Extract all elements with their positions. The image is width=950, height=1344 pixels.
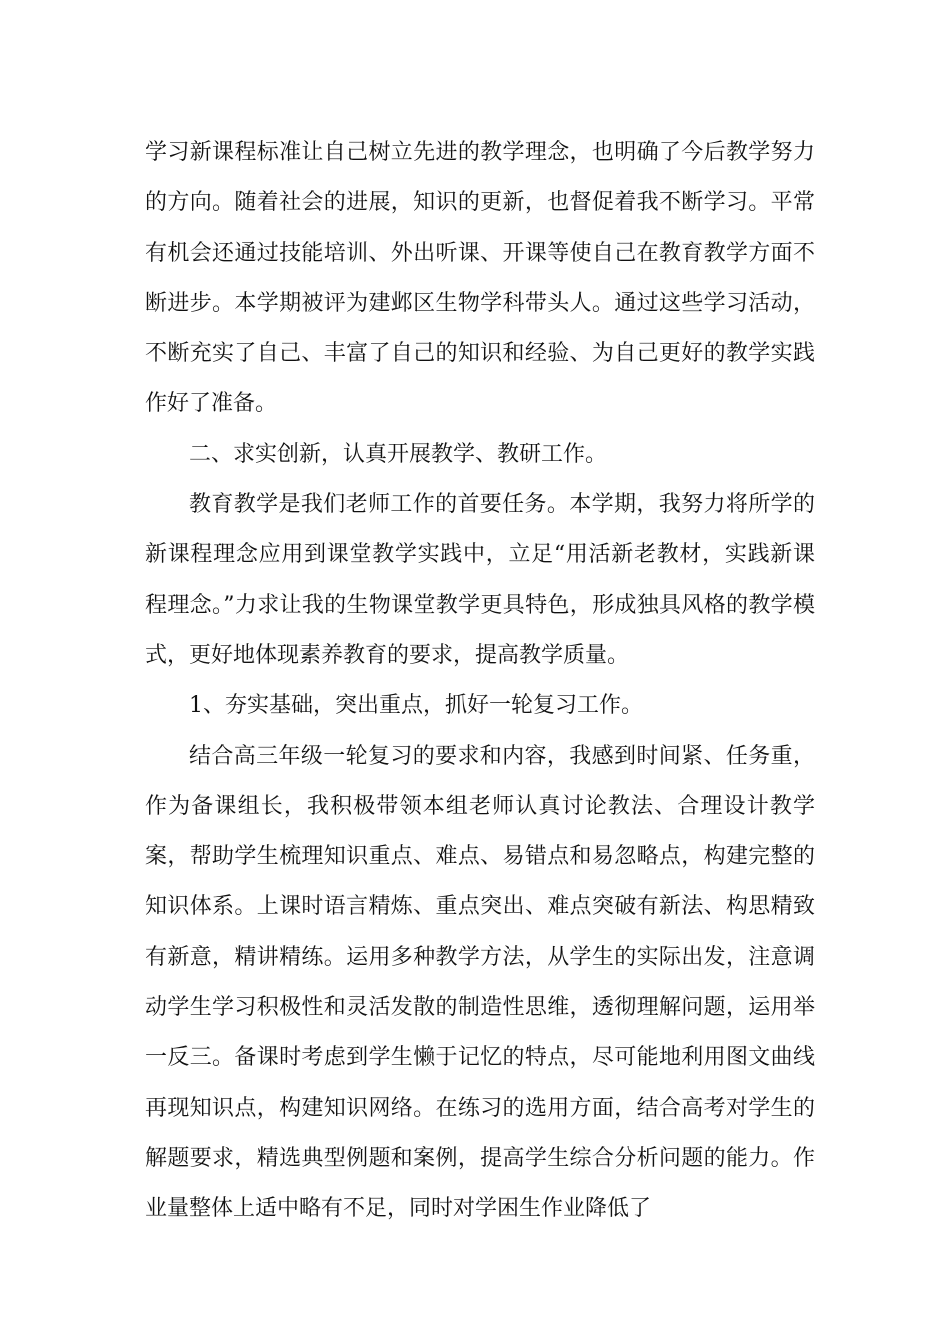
paragraph-study-standards: 学习新课程标准让自己树立先进的教学理念，也明确了今后教学努力的方向。随着社会的进展，知识的更新，也督促着我不断学习。平常有机会还通过技能培训、外出听课、开课等使自己在教育教学方面不断进步。本学期被评为建邺区生物学科带头人。通过这些学习活动，不断充实了自己、丰富了自己的知识和经验、为自己更好的教学实践作好了准备。 bbox=[145, 140, 815, 417]
heading-subsection-one: 1、夯实基础，突出重点，抓好一轮复习工作。 bbox=[189, 693, 643, 719]
document-body bbox=[145, 128, 815, 1235]
paragraph-review-work: 结合高三年级一轮复习的要求和内容，我感到时间紧、任务重，作为备课组长，我积极带领本组老师认真讨论教法、合理设计教学案，帮助学生梳理知识重点、难点、易错点和易忽略点，构建完整的知识体系。上课时语言精炼、重点突出、难点突破有新法、构思精致有新意，精讲精练。运用多种教学方法，从学生的实际出发，注意调动学生学习积极性和灵活发散的制造性思维，透彻理解问题，运用举一反三。备课时考虑到学生懒于记忆的特点，尽可能地利用图文曲线再现知识点，构建知识网络。在练习的选用方面，结合高考对学生的解题要求，精选典型例题和案例，提高学生综合分析问题的能力。作业量整体上适中略有不足，同时对学困生作业降低了 bbox=[145, 743, 815, 1222]
paragraph-teaching-task: 教育教学是我们老师工作的首要任务。本学期，我努力将所学的新课程理念应用到课堂教学实践中，立足“用活新老教材，实践新课程理念。”力求让我的生物课堂教学更具特色，形成独具风格的教学模式，更好地体现素养教育的要求，提高教学质量。 bbox=[145, 492, 815, 668]
heading-section-two: 二、求实创新，认真开展教学、教研工作。 bbox=[189, 441, 608, 467]
